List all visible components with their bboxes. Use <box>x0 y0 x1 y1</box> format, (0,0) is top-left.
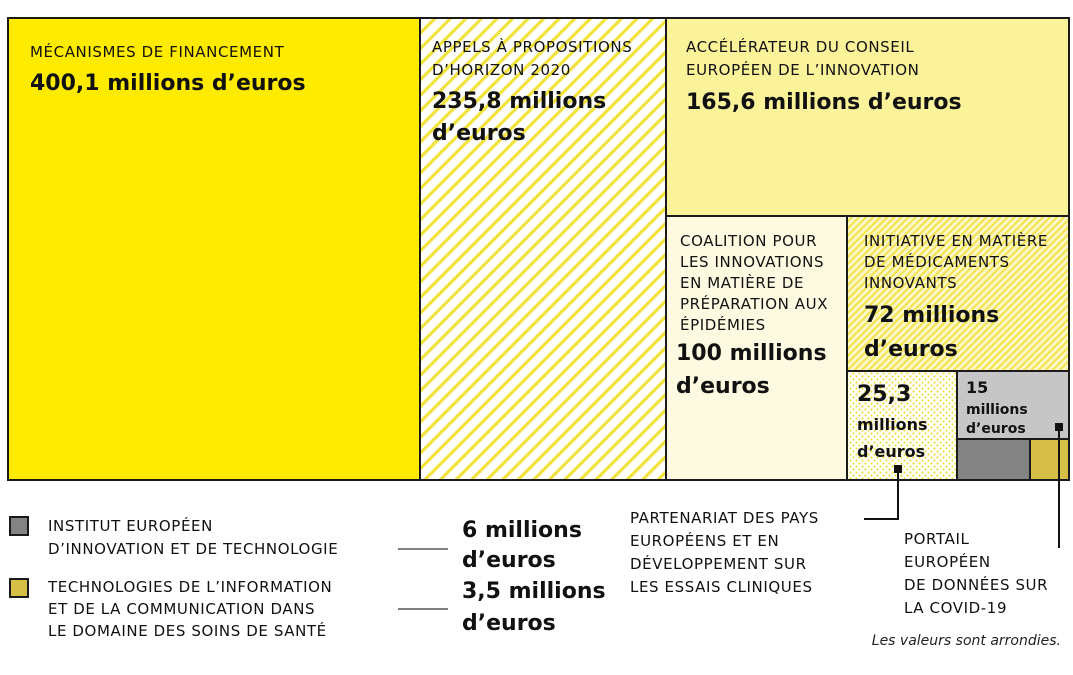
coal-label-line4: PRÉPARATION AUX <box>680 295 829 313</box>
coal-value-line1: 100 millions <box>676 341 827 366</box>
coal-label-line2: LES INNOVATIONS <box>680 253 825 271</box>
imi-value-line1: 72 millions <box>864 303 1000 328</box>
covid-value-line1: 15 <box>966 378 989 397</box>
edctp-callout-line3: DÉVELOPPEMENT SUR <box>630 555 807 573</box>
ict-legend-swatch <box>10 579 28 597</box>
ict-legend-value-line2: d’euros <box>462 611 556 636</box>
appels-value-line1: 235,8 millions <box>432 89 607 114</box>
tile-tic-sante <box>1030 439 1069 480</box>
covid-callout-line4: LA COVID-19 <box>904 599 1008 617</box>
ict-legend-value-line1: 3,5 millions <box>462 579 606 604</box>
edctp-marker <box>894 465 902 473</box>
imi-label-line1: INITIATIVE EN MATIÈRE <box>864 232 1048 250</box>
edctp-callout-line4: LES ESSAIS CLINIQUES <box>630 578 813 596</box>
mec-value: 400,1 millions d’euros <box>30 71 306 96</box>
covid-callout-line1: PORTAIL <box>904 530 970 548</box>
appels-label-line2: D’HORIZON 2020 <box>432 61 571 79</box>
ict-legend-line3: LE DOMAINE DES SOINS DE SANTÉ <box>48 622 327 640</box>
acc-label-line2: EUROPÉEN DE L’INNOVATION <box>686 61 920 79</box>
coal-value-line2: d’euros <box>676 374 770 399</box>
imi-label-line2: DE MÉDICAMENTS <box>864 253 1010 271</box>
edctp-value-line3: d’euros <box>857 442 926 461</box>
covid-callout-line3: DE DONNÉES SUR <box>904 576 1049 594</box>
covid-marker <box>1055 423 1063 431</box>
covid-value-line2: millions <box>966 402 1028 418</box>
coal-label-line3: EN MATIÈRE DE <box>680 274 805 292</box>
coal-label-line1: COALITION POUR <box>680 232 818 250</box>
ict-legend-line1: TECHNOLOGIES DE L’INFORMATION <box>48 578 333 596</box>
eit-legend-value-line1: 6 millions <box>462 518 582 543</box>
acc-value: 165,6 millions d’euros <box>686 90 962 115</box>
covid-value-line3: d’euros <box>966 421 1026 437</box>
eit-legend-value-line2: d’euros <box>462 548 556 573</box>
eit-legend-line1: INSTITUT EUROPÉEN <box>48 517 213 535</box>
tile-appels-horizon-2020 <box>420 18 666 480</box>
mec-label: MÉCANISMES DE FINANCEMENT <box>30 43 285 61</box>
acc-label-line1: ACCÉLÉRATEUR DU CONSEIL <box>686 38 915 56</box>
appels-value-line2: d’euros <box>432 121 526 146</box>
edctp-callout-line1: PARTENARIAT DES PAYS <box>630 509 819 527</box>
edctp-value-line1: 25,3 <box>857 382 912 407</box>
eit-legend-swatch <box>10 517 28 535</box>
covid-callout-line2: EUROPÉEN <box>904 553 991 571</box>
appels-label-line1: APPELS À PROPOSITIONS <box>432 38 633 56</box>
ict-legend-line2: ET DE LA COMMUNICATION DANS <box>48 600 316 618</box>
rounding-note: Les valeurs sont arrondies. <box>871 633 1061 649</box>
imi-value-line2: d’euros <box>864 337 958 362</box>
coal-label-line5: ÉPIDÉMIES <box>680 316 766 334</box>
imi-label-line3: INNOVANTS <box>864 274 958 292</box>
eit-legend-line2: D’INNOVATION ET DE TECHNOLOGIE <box>48 540 339 558</box>
tile-institut-eit <box>957 439 1030 480</box>
edctp-callout-line2: EUROPÉENS ET EN <box>630 532 780 550</box>
edctp-value-line2: millions <box>857 415 928 434</box>
